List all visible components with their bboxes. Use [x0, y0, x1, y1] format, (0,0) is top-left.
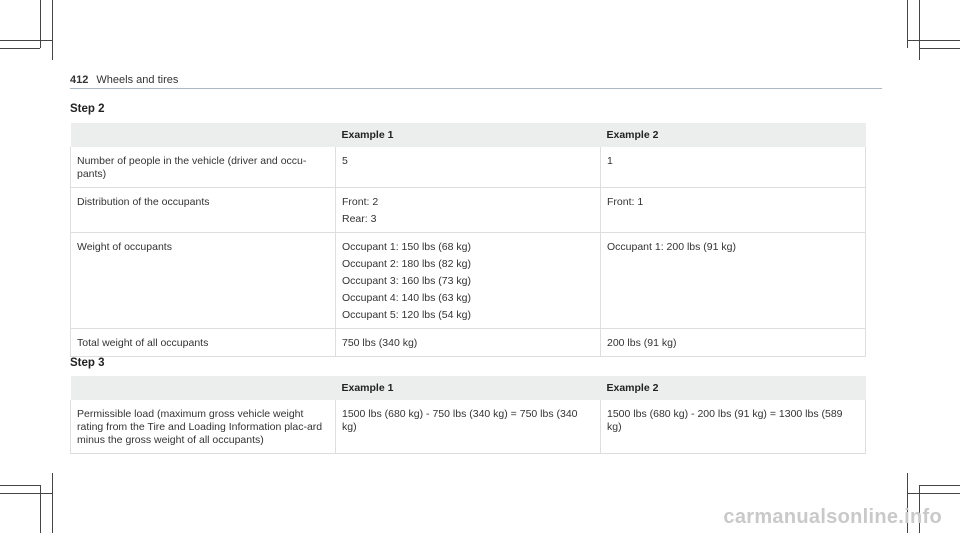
- crop-mark: [0, 485, 40, 486]
- example2-cell: 200 lbs (91 kg): [601, 329, 866, 357]
- section-title: Wheels and tires: [96, 74, 179, 86]
- step3-table: [70, 376, 866, 454]
- table-row: [71, 400, 866, 454]
- table-header-row: [71, 123, 866, 147]
- crop-mark: [52, 0, 53, 60]
- example1-cell: 1500 lbs (680 kg) - 750 lbs (340 kg) = 750 lbs (340 kg): [336, 400, 601, 454]
- example1-cell: 5: [336, 147, 601, 188]
- crop-mark: [907, 493, 960, 494]
- example2-cell: Front: 1: [601, 188, 866, 233]
- crop-mark: [919, 48, 960, 49]
- table-row: [71, 329, 866, 357]
- example1-cell: Front: 2 Rear: 3: [336, 188, 601, 233]
- row-label: Weight of occupants: [71, 233, 336, 329]
- crop-mark: [0, 493, 52, 494]
- row-label: Permissible load (maximum gross vehicle weight rating from the Tire and Loading Information plac-ard minus the gross weight of all occupants): [71, 400, 336, 454]
- column-header: Example 1: [336, 123, 601, 147]
- column-header: Example 1: [336, 376, 601, 400]
- row-label: Total weight of all occupants: [71, 329, 336, 357]
- crop-mark: [52, 473, 53, 533]
- table-row: [71, 147, 866, 188]
- crop-mark: [919, 0, 920, 60]
- crop-mark: [0, 40, 52, 41]
- example1-cell: 750 lbs (340 kg): [336, 329, 601, 357]
- row-label: Distribution of the occupants: [71, 188, 336, 233]
- step2-title: Step 2: [70, 103, 105, 115]
- watermark: carmanualsonline.info: [723, 506, 942, 528]
- table-row: [71, 233, 866, 329]
- column-header: Example 2: [601, 376, 866, 400]
- header-rule: [70, 88, 882, 89]
- crop-mark: [919, 485, 960, 486]
- column-header: [71, 123, 336, 147]
- column-header: [71, 376, 336, 400]
- example2-cell: Occupant 1: 200 lbs (91 kg): [601, 233, 866, 329]
- example2-cell: 1500 lbs (680 kg) - 200 lbs (91 kg) = 1300 lbs (589 kg): [601, 400, 866, 454]
- crop-mark: [0, 48, 40, 49]
- step2-table: [70, 123, 866, 357]
- crop-mark: [907, 40, 960, 41]
- row-label: Number of people in the vehicle (driver and occu-pants): [71, 147, 336, 188]
- page-header: [70, 74, 178, 86]
- table-header-row: [71, 376, 866, 400]
- example1-cell: Occupant 1: 150 lbs (68 kg) Occupant 2: 180 lbs (82 kg) Occupant 3: 160 lbs (73 kg) Occupant 4: 140 lbs (63 kg) Occupant 5: 120 lbs (54 kg): [336, 233, 601, 329]
- table-row: [71, 188, 866, 233]
- step3-title: Step 3: [70, 357, 105, 369]
- example2-cell: 1: [601, 147, 866, 188]
- page-number: 412: [70, 74, 89, 86]
- column-header: Example 2: [601, 123, 866, 147]
